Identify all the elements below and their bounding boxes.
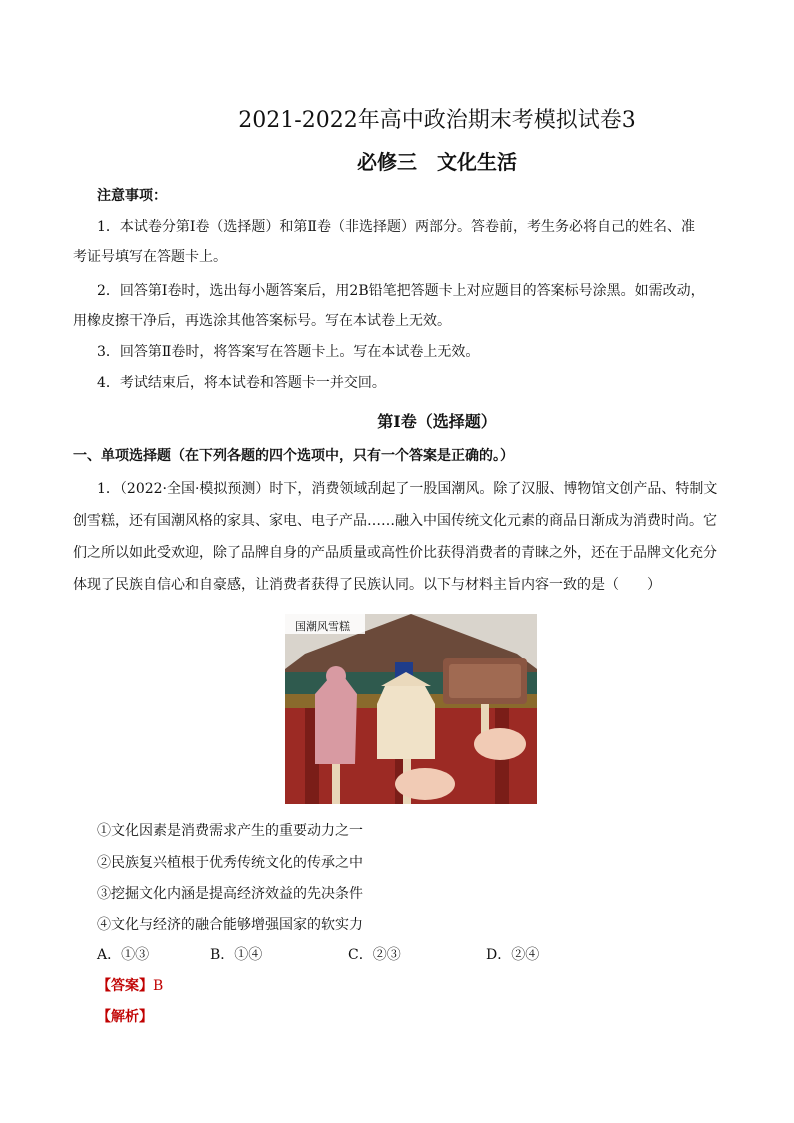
option-c: C．②③: [348, 947, 401, 963]
part-heading: 一、单项选择题（在下列各题的四个选项中，只有一个答案是正确的。）: [73, 448, 514, 464]
question-line: 体现了民族自信心和自豪感，让消费者获得了民族认同。以下与材料主旨内容一致的是（ ）: [73, 577, 661, 593]
notice-item: 用橡皮擦干净后，再选涂其他答案标号。写在本试卷上无效。: [73, 313, 451, 329]
statement: ③挖掘文化内涵是提高经济效益的先决条件: [97, 886, 363, 902]
answer-label: 【答案】: [97, 978, 153, 994]
answer-row: [97, 976, 163, 996]
statement: ②民族复兴植根于优秀传统文化的传承之中: [97, 855, 363, 871]
answer-value: B: [153, 978, 164, 994]
option-d: D．②④: [486, 947, 540, 963]
question-line: 们之所以如此受欢迎，除了品牌自身的产品质量或高性价比获得消费者的青睐之外，还在于品牌文化充分: [73, 545, 717, 561]
option-b: B．①④: [210, 947, 263, 963]
statement: ①文化因素是消费需求产生的重要动力之一: [97, 823, 363, 839]
page-subtitle: 必修三 文化生活: [357, 150, 517, 174]
ice-cream-photo: [285, 614, 537, 804]
statement: ④文化与经济的融合能够增强国家的软实力: [97, 917, 363, 933]
page-title: 2021-2022年高中政治期末考模拟试卷3: [238, 108, 636, 133]
notice-item: 考证号填写在答题卡上。: [73, 249, 227, 265]
question-line: 创雪糕，还有国潮风格的家具、家电、电子产品……融入中国传统文化元素的商品日渐成为消费时尚。它: [73, 513, 717, 529]
section-title: 第Ⅰ卷（选择题）: [377, 412, 497, 431]
notice-heading: 注意事项：: [97, 188, 167, 204]
image-caption: 国潮风雪糕: [295, 620, 350, 633]
notice-item: 4．考试结束后，将本试卷和答题卡一并交回。: [97, 375, 386, 391]
option-a: A．①③: [97, 947, 150, 963]
question-line: 1．（2022·全国·模拟预测）时下，消费领域刮起了一股国潮风。除了汉服、博物馆文创产品、特制文: [97, 481, 718, 497]
notice-item: 1．本试卷分第Ⅰ卷（选择题）和第Ⅱ卷（非选择题）两部分。答卷前，考生务必将自己的姓名、准: [97, 219, 695, 235]
notice-item: 2．回答第Ⅰ卷时，选出每小题答案后，用2B铅笔把答题卡上对应题目的答案标号涂黑。如需改动，: [97, 283, 705, 299]
analysis-label: 【解析】: [97, 1009, 153, 1025]
notice-item: 3．回答第Ⅱ卷时，将答案写在答题卡上。写在本试卷上无效。: [97, 344, 480, 360]
